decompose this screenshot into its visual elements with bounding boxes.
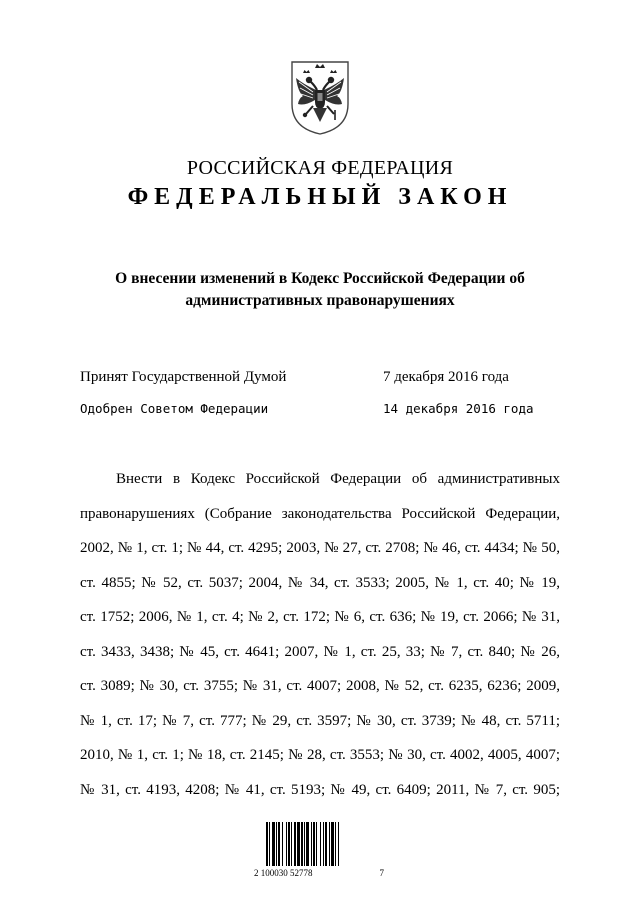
- barcode-number-main: 2 100030 52778: [254, 868, 313, 878]
- law-type-heading: ФЕДЕРАЛЬНЫЙ ЗАКОН: [127, 184, 513, 210]
- barcode-number: [254, 868, 384, 878]
- adoption-date: 14 декабря 2016 года: [383, 401, 534, 416]
- adoption-label: Принят Государственной Думой: [80, 369, 287, 385]
- barcode-check-digit: 7: [379, 868, 384, 878]
- barcode-icon: [266, 822, 368, 866]
- adoption-date: 7 декабря 2016 года: [383, 369, 509, 385]
- body-line: ст. 3089; № 30, ст. 3755; № 31, ст. 4007; 2008, № 52, ст. 6235, 6236; 2009,: [80, 678, 560, 694]
- body-line: Внести в Кодекс Российской Федерации об административных: [116, 471, 560, 487]
- body-line: ст. 3433, 3438; № 45, ст. 4641; 2007, № 1, ст. 25, 33; № 7, ст. 840; № 26,: [80, 643, 560, 660]
- body-line: правонарушениях (Собрание законодательства Российской Федерации,: [80, 505, 560, 522]
- body-line: ст. 1752; 2006, № 1, ст. 4; № 2, ст. 172; № 6, ст. 636; № 19, ст. 2066; № 31,: [80, 609, 560, 625]
- adoption-label: Одобрен Советом Федерации: [80, 401, 269, 416]
- country-heading: РОССИЙСКАЯ ФЕДЕРАЦИЯ: [186, 157, 454, 179]
- body-line: 2010, № 1, ст. 1; № 18, ст. 2145; № 28, ст. 3553; № 30, ст. 4002, 4005, 4007;: [80, 747, 560, 763]
- law-body-text: [80, 462, 560, 807]
- law-subject-line: О внесении изменений в Кодекс Российской Федерации об: [115, 270, 525, 287]
- body-line: ст. 4855; № 52, ст. 5037; 2004, № 34, ст. 3533; 2005, № 1, ст. 40; № 19,: [80, 574, 560, 591]
- law-subject: [80, 268, 560, 312]
- body-line: № 31, ст. 4193, 4208; № 41, ст. 5193; № 49, ст. 6409; 2011, № 7, ст. 905;: [80, 781, 560, 798]
- coat-of-arms-icon: [289, 58, 351, 136]
- body-line: № 1, ст. 17; № 7, ст. 777; № 29, ст. 3597; № 30, ст. 3739; № 48, ст. 5711;: [80, 712, 560, 729]
- law-subject-line: административных правонарушениях: [185, 292, 455, 309]
- body-line: 2002, № 1, ст. 1; № 44, ст. 4295; 2003, № 27, ст. 2708; № 46, ст. 4434; № 50,: [80, 540, 560, 556]
